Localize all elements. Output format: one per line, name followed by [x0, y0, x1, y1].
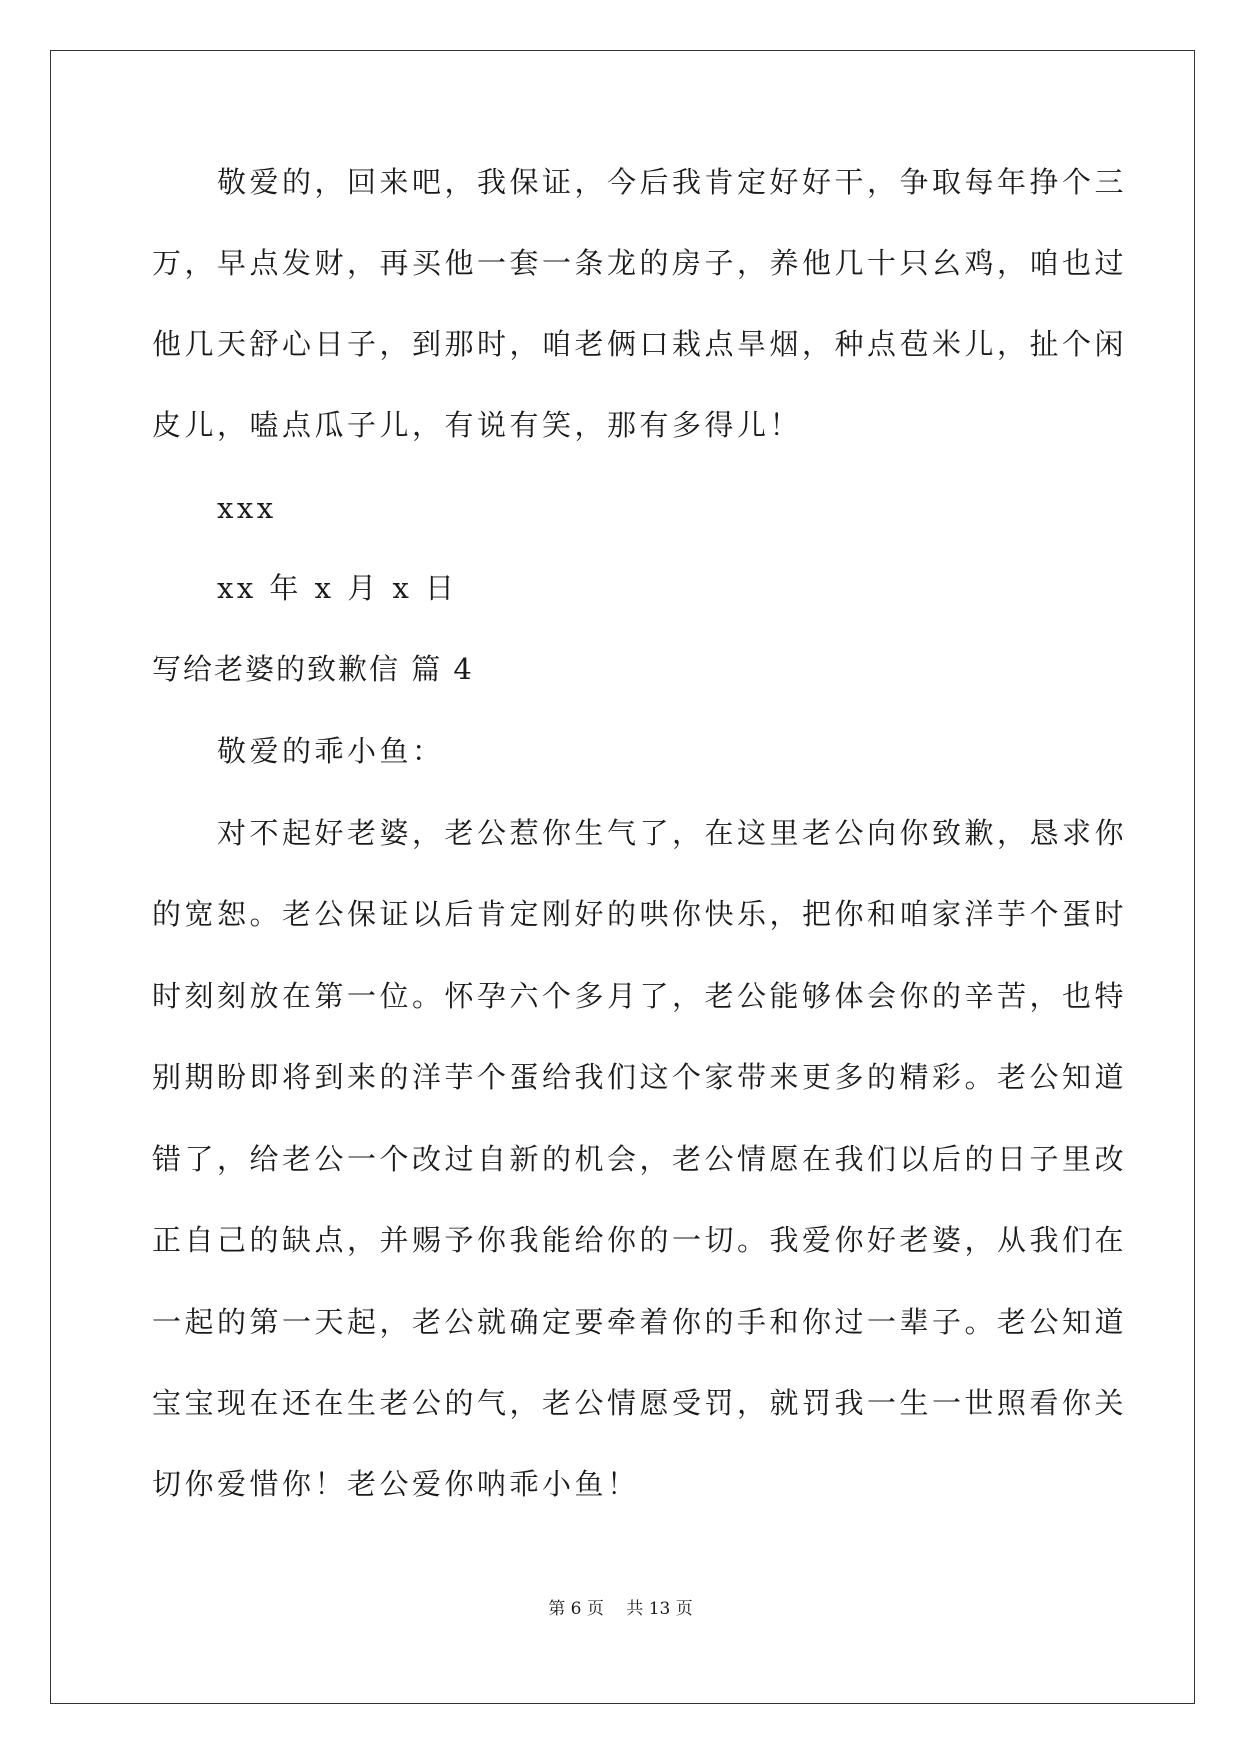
paragraph-line: 宝宝现在还在生老公的气，老公情愿受罚，就罚我一生一世照看你关 [152, 1386, 1128, 1420]
page-footer: 第 6 页 共 13 页 [548, 1599, 693, 1619]
paragraph-line: 对不起好老婆，老公惹你生气了，在这里老公向你致歉，恳求你 [152, 816, 1128, 850]
paragraph-line: 一起的第一天起，老公就确定要牵着你的手和你过一辈子。老公知道 [152, 1305, 1128, 1339]
paragraph-line: 他几天舒心日子，到那时，咱老俩口栽点旱烟，种点苞米儿，扯个闲 [152, 327, 1128, 361]
signature: xxx [152, 491, 277, 525]
paragraph-line: 敬爱的，回来吧，我保证，今后我肯定好好干，争取每年挣个三 [152, 165, 1128, 199]
paragraph-line: 的宽恕。老公保证以后肯定刚好的哄你快乐，把你和咱家洋芋个蛋时 [152, 897, 1128, 931]
paragraph-line: 切你爱惜你！老公爱你呐乖小鱼！ [152, 1467, 640, 1501]
paragraph-line: 皮儿，嗑点瓜子儿，有说有笑，那有多得儿！ [152, 408, 803, 442]
paragraph-line: 正自己的缺点，并赐予你我能给你的一切。我爱你好老婆，从我们在 [152, 1223, 1128, 1257]
paragraph-line: 错了，给老公一个改过自新的机会，老公情愿在我们以后的日子里改 [152, 1142, 1128, 1176]
paragraph-line: 别期盼即将到来的洋芋个蛋给我们这个家带来更多的精彩。老公知道 [152, 1060, 1128, 1094]
salutation: 敬爱的乖小鱼： [152, 734, 445, 768]
page-frame [50, 50, 1195, 1704]
date-line: xx 年 x 月 x 日 [152, 571, 458, 605]
paragraph-line: 万，早点发财，再买他一套一条龙的房子，养他几十只幺鸡，咱也过 [152, 246, 1128, 280]
section-heading: 写给老婆的致歉信 篇 4 [152, 652, 474, 686]
paragraph-line: 时刻刻放在第一位。怀孕六个多月了，老公能够体会你的辛苦，也特 [152, 979, 1128, 1013]
